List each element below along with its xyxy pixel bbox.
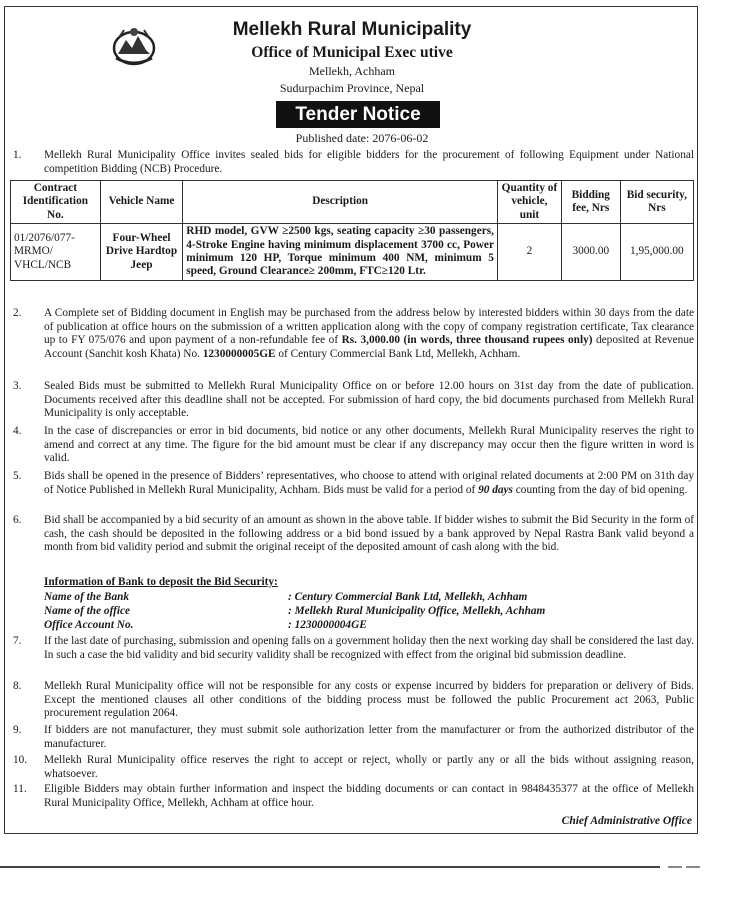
clause-4 (13, 425, 694, 466)
clause-text: If the last date of purchasing, submission and opening falls on a government holiday then the next working day shall be considered the last day. In such a case the bid validity and bid security validity shall be recognized with effect from the original bid submission deadline. (44, 635, 694, 661)
clause-11 (13, 783, 694, 810)
clause-number: 6. (13, 514, 22, 526)
validity-period: 90 days (478, 483, 513, 496)
clause-3 (13, 380, 694, 421)
clause-number: 7. (13, 635, 22, 647)
column-header: Contract Identification No. (11, 181, 101, 224)
org-name: Mellekh Rural Municipality (232, 19, 472, 40)
table-row (11, 224, 694, 281)
address-line-2: Sudurpachim Province, Nepal (279, 81, 425, 95)
fee-amount: Rs. 3,000.00 (in words, three thousand rupees only) (341, 334, 593, 347)
clause-text: Mellekh Rural Municipality office will not be responsible for any costs or expense incurred by bidders for preparation or delivery of Bids. Except the mentioned clauses all other conditions of the bidding process must be followed the public Procurement act 2063, Public procurement regulation 2064. (44, 680, 694, 720)
clause-7 (13, 635, 694, 662)
divider-dash (686, 866, 700, 868)
clause-text-part: of Century Commercial Bank Ltd, Mellekh, Achham. (275, 347, 521, 360)
column-header: Quantity of vehicle, unit (497, 181, 561, 224)
table-header-row (11, 181, 694, 224)
clause-8 (13, 680, 694, 721)
clause-text: Eligible Bidders may obtain further information and inspect the bidding documents or can contact in 9848435377 at the office of Mellekh Rural Municipality Office, Mellekh, Achham at office hour. (44, 783, 694, 809)
clause-text (44, 470, 694, 497)
clause-text (44, 307, 694, 361)
address-line-1: Mellekh, Achham (309, 64, 395, 78)
clause-number: 2. (13, 307, 22, 319)
column-header: Description (183, 181, 498, 224)
clause-number: 10. (13, 754, 28, 766)
column-header: Bidding fee, Nrs (561, 181, 620, 224)
clause-text: Mellekh Rural Municipality Office invites sealed bids for eligible bidders for the procurement of following Equipment under National competition Bidding (NCB) Procedure. (44, 149, 694, 175)
clause-text: In the case of discrepancies or error in bid documents, bid notice or any other documents, Mellekh Rural Municipality reserves the right to amend and correct at any time. The figure for the bid amount must be clear if any discrepancy may occur then the figure written in word is valid. (44, 425, 694, 465)
clause-2 (13, 307, 694, 361)
clause-text-part: counting from the day of bid opening. (512, 483, 688, 496)
clause-number: 9. (13, 724, 22, 736)
bank-value: : 1230000004GE (288, 619, 367, 631)
bank-label: Name of the Bank (44, 591, 130, 603)
description-cell: RHD model, GVW ≥2500 kgs, seating capacity ≥30 passengers, 4-Stroke Engine having minimum displacement 3700 cc, Power minimum 120 HP, Torque minimum 400 NM, minimum 5 speed, Ground Clearance≥ 200mm, FTC≥120 Ltr. (183, 224, 498, 281)
clause-5 (13, 470, 694, 497)
page-divider (0, 866, 660, 868)
clause-number: 3. (13, 380, 22, 392)
clause-number: 11. (13, 783, 27, 795)
vehicle-name-cell: Four-Wheel Drive Hardtop Jeep (100, 224, 183, 281)
column-header: Vehicle Name (100, 181, 183, 224)
bank-info-title: Information of Bank to deposit the Bid Security: (44, 576, 278, 588)
quantity-cell: 2 (497, 224, 561, 281)
clause-1 (13, 149, 694, 176)
clause-10 (13, 754, 694, 781)
clause-text: Bid shall be accompanied by a bid security of an amount as shown in the above table. If bidder wishes to submit the Bid Security in the form of cash, the cash should be deposited in the following address or a bid bond issued by a bank approved by Nepal Rastra Bank valid beyond a month from bid validity period and submit the original receipt of the deposited amount of cash along with the bid. (44, 514, 694, 554)
divider-dash (668, 866, 682, 868)
clause-number: 1. (13, 149, 22, 161)
bank-value: : Mellekh Rural Municipality Office, Mellekh, Achham (288, 605, 546, 617)
bank-label: Name of the office (44, 605, 131, 617)
clause-number: 8. (13, 680, 22, 692)
clause-text-part: A Complete set of Bidding document in English may be purchased from the address below by interested bidders within 30 days from the date of publication at office hours on the submission of a written application along with the copy of company registration certificate, Tax clearance up to FY 075/076 and upon payment of a non-refundable fee of (44, 307, 694, 347)
clause-text-part: Bids shall be opened in the presence of Bidders’ representatives, who choose to attend with original related documents at 2:00 PM on 31th day of Notice Published in Mellekh Rural Municipality, Achham. Bids must be valid for a period of (44, 470, 694, 496)
clause-text: If bidders are not manufacturer, they must submit sole authorization letter from the manufacturer or from the authorized distributor of the manufacturer. (44, 724, 694, 750)
clause-number: 5. (13, 470, 22, 482)
clause-text: Mellekh Rural Municipality office reserves the right to accept or reject, wholly or partly any or all the bids without assigning reason, whatsoever. (44, 754, 694, 780)
clause-number: 4. (13, 425, 22, 437)
clause-9 (13, 724, 694, 751)
column-header: Bid security, Nrs (620, 181, 693, 224)
published-date: Published date: 2076-06-02 (295, 131, 429, 145)
bank-value: : Century Commercial Bank Ltd, Mellekh, Achham (288, 591, 528, 603)
clause-6 (13, 514, 694, 555)
tender-table (10, 180, 694, 281)
clause-text: Sealed Bids must be submitted to Mellekh Rural Municipality Office on or before 12.00 hours on 31st day from the date of publication. Documents received after this deadline shall not be accepted. For submission of hard copy, the bid documents purchased from Mellekh Rural Municipality is only acceptable. (44, 380, 694, 420)
office-name: Office of Municipal Exec utive (251, 44, 453, 61)
revenue-account-number: 1230000005GE (202, 347, 276, 360)
tender-notice-title: Tender Notice (276, 101, 440, 128)
signature-line: Chief Administrative Office (561, 815, 692, 827)
bid-security-cell: 1,95,000.00 (620, 224, 693, 281)
bidding-fee-cell: 3000.00 (561, 224, 620, 281)
bank-label: Office Account No. (44, 619, 134, 631)
clause-text-part: deposited at Revenue Account (Sanchit kosh Khata) No. (44, 334, 694, 360)
contract-id-cell: 01/2076/077-MRMO/ VHCL/NCB (11, 224, 101, 281)
